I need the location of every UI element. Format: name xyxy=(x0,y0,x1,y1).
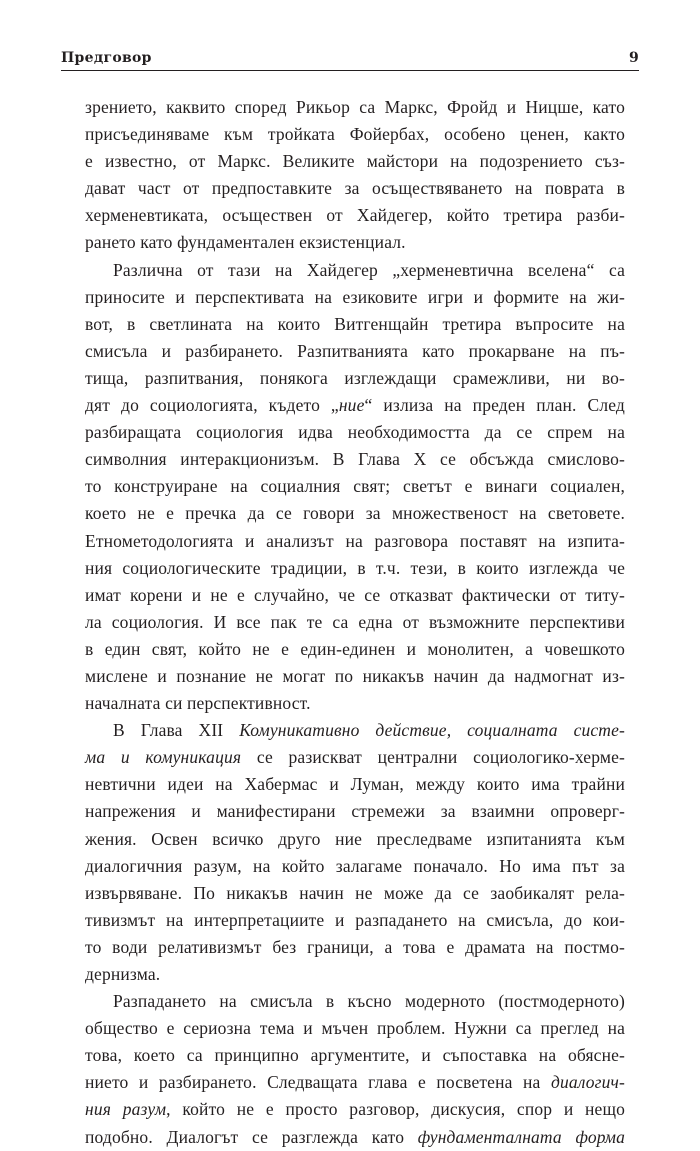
text-segment: то конструиране на социалния свят; светът е винаги социален, xyxy=(85,476,625,497)
text-segment: рането като фундаментален екзистенциал. xyxy=(85,232,406,253)
text-line xyxy=(85,175,625,202)
text-line xyxy=(85,392,625,419)
text-segment: дернизма. xyxy=(85,964,161,984)
text-segment: то води релативизмът без граници, а това е драмата на постмо- xyxy=(85,936,625,957)
text-segment: Различна от тази на Хайдегер „херменевтична вселена“ са xyxy=(113,259,625,280)
text-segment: дават част от предпоставките за осъществяването на поврата в xyxy=(85,178,625,199)
italic-segment: ния разум xyxy=(85,1099,167,1120)
text-segment: “ излиза на преден план. След xyxy=(364,395,625,416)
text-line xyxy=(85,1042,625,1069)
text-segment: дят до социологията, където „ xyxy=(85,395,339,416)
text-segment: херменевтиката, осъществен от Хайдегер, който третира разби- xyxy=(85,205,625,226)
text-line xyxy=(85,663,625,690)
text-segment: зрението, каквито според Рикьор са Маркс, Фройд и Ницше, като xyxy=(85,97,625,117)
text-line xyxy=(85,528,625,555)
text-segment: разбиращата социология идва необходимостта да се спрем на xyxy=(85,422,625,443)
text-line xyxy=(85,717,625,744)
text-segment: ния социологическите традиции, в т.ч. тези, в които изглежда че xyxy=(85,557,625,578)
text-segment: нието и разбирането. Следващата глава е посветена на xyxy=(85,1072,551,1093)
text-segment: имат корени и не е случайно, че се отказват фактически от титу- xyxy=(85,584,625,605)
text-line xyxy=(85,202,625,229)
text-segment: в един свят, който не е един-единен и монолитен, а човешкото xyxy=(85,638,625,659)
text-line xyxy=(85,582,625,609)
text-line xyxy=(85,798,625,825)
text-segment: невтични идеи на Хабермас и Луман, между които има трайни xyxy=(85,774,625,795)
text-segment: напрежения и манифестирани стремежи за взаимни опроверг- xyxy=(85,801,625,822)
text-line xyxy=(85,609,625,636)
text-line xyxy=(85,284,625,311)
text-segment: , който не е просто разговор, дискусия, спор и нещо xyxy=(166,1099,626,1120)
text-line xyxy=(85,338,625,365)
text-line xyxy=(85,121,625,148)
italic-segment: Комуникативно действие, социалната систе- xyxy=(239,720,625,741)
text-line xyxy=(85,365,625,392)
text-segment: Етнометодологията и анализът на разговора поставят на изпита- xyxy=(85,530,625,551)
text-line xyxy=(85,988,625,1015)
text-segment: мислене и познание не могат по никакъв начин да надмогнат из- xyxy=(85,665,625,686)
text-segment: приносите и перспективата на езиковите игри и формите на жи- xyxy=(85,286,625,307)
text-line xyxy=(85,1096,625,1123)
text-line xyxy=(85,1124,625,1151)
text-line xyxy=(85,1069,625,1096)
text-line xyxy=(85,500,625,527)
text-segment: е известно, от Маркс. Великите майстори на подозрението съз- xyxy=(85,151,625,172)
text-line xyxy=(85,690,625,717)
text-line xyxy=(85,419,625,446)
text-line xyxy=(85,961,625,988)
text-segment: Разпадането на смисъла в късно модерното (постмодерното) xyxy=(113,991,625,1012)
text-segment: общество е сериозна тема и мъчен проблем. Нужни са преглед на xyxy=(85,1018,625,1039)
text-line xyxy=(85,853,625,880)
italic-segment: ние xyxy=(338,395,365,416)
page-number: 9 xyxy=(628,50,639,66)
text-line xyxy=(85,555,625,582)
text-segment: се разискват централни социологико-херме- xyxy=(241,747,625,768)
text-segment: ла социология. И все пак те са една от възможните перспективи xyxy=(85,611,625,632)
text-line xyxy=(85,636,625,663)
text-segment: това, което са принципно аргументите, и съпоставка на обясне- xyxy=(85,1045,625,1066)
text-segment: тища, разпитвания, понякога изглеждащи срамежливи, ни во- xyxy=(85,367,625,388)
text-line xyxy=(85,1015,625,1042)
italic-segment: фундаменталната форма xyxy=(417,1126,626,1147)
italic-segment: диалогич- xyxy=(550,1072,625,1093)
text-line xyxy=(85,473,625,500)
text-line xyxy=(85,907,625,934)
text-line xyxy=(85,880,625,907)
chapter-title: Предговор xyxy=(61,50,152,66)
text-segment: вот, в светлината на които Витгенщайн третира въпросите на xyxy=(85,313,625,334)
text-line xyxy=(85,771,625,798)
text-segment: което не е пречка да се говори за множественост на световете. xyxy=(85,503,625,524)
text-line xyxy=(85,744,625,771)
body-text xyxy=(85,94,625,1151)
text-segment: В Глава XII xyxy=(113,720,240,741)
text-segment: началната си перспективност. xyxy=(85,693,311,714)
text-segment: символния интеракционизъм. В Глава X се обсъжда смислово- xyxy=(85,449,625,470)
text-line xyxy=(85,94,625,121)
running-header xyxy=(61,44,639,71)
text-line xyxy=(85,311,625,338)
text-line xyxy=(85,229,625,256)
text-line xyxy=(85,148,625,175)
text-line xyxy=(85,826,625,853)
text-segment: диалогичния разум, на който залагаме поначало. Но има път за xyxy=(85,855,625,876)
text-segment: жения. Освен всичко друго ние преследваме изпитанията към xyxy=(85,828,625,849)
text-segment: извървяване. По никакъв начин не може да се заобикалят рела- xyxy=(85,882,625,903)
text-line xyxy=(85,446,625,473)
text-line xyxy=(85,934,625,961)
text-segment: тивизмът на интерпретациите и разпадането на смисъла, до кои- xyxy=(85,909,625,930)
text-segment: подобно. Диалогът се разглежда като xyxy=(85,1126,418,1147)
text-segment: присъединяваме към тройката Фойербах, особено ценен, както xyxy=(85,124,625,145)
text-line xyxy=(85,257,625,284)
italic-segment: ма и комуникация xyxy=(85,747,242,768)
text-segment: смисъла и разбирането. Разпитванията като прокарване на пъ- xyxy=(85,340,625,361)
